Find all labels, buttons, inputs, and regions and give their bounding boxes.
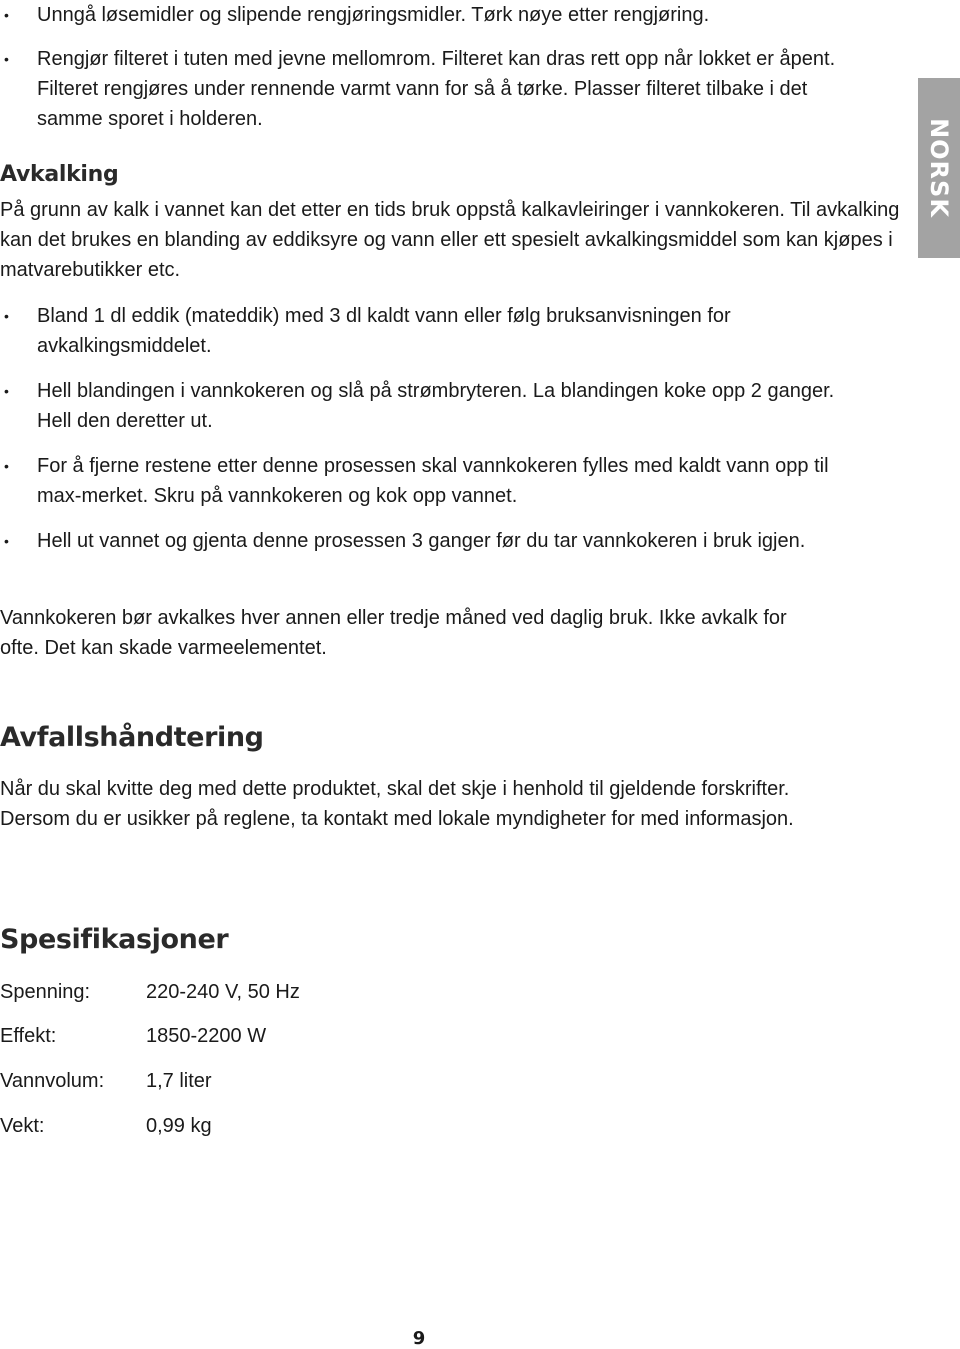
bullet-icon: •	[4, 458, 9, 474]
language-tab	[918, 78, 960, 258]
bullet-icon: •	[4, 308, 9, 324]
list-item-text: For å fjerne restene etter denne prosessen skal vannkokeren fylles med kaldt vann opp til max-merket. Skru på vannkokeren og kok opp vannet.	[37, 455, 829, 507]
avfall-text: Når du skal kvitte deg med dette produktet, skal det skje i henhold til gjeldende forskrifter. Dersom du er usikker på reglene, ta kontakt med lokale myndigheter for med informasjon.	[0, 778, 794, 830]
language-tab-label: NORSK	[925, 118, 953, 218]
list-item	[0, 451, 837, 511]
spec-value: 220-240 V, 50 Hz	[146, 981, 300, 1003]
bullet-icon: •	[4, 7, 9, 23]
spec-label: Vannvolum:	[0, 1070, 105, 1092]
avkalking-intro: På grunn av kalk i vannet kan det etter en tids bruk oppstå kalkavleiringer i vannkokeren. Til avkalking kan det brukes en blanding av eddiksyre og vann eller ett spesielt avkalkingsmiddel som kan kjøpes i matvarebutikker etc.	[0, 199, 900, 281]
avkalking-bullet-list	[0, 301, 837, 556]
list-item	[0, 0, 837, 30]
list-item	[0, 301, 837, 361]
page-number: 9	[412, 1328, 426, 1349]
bullet-icon: •	[4, 383, 9, 399]
avkalking-heading: Avkalking	[0, 162, 119, 187]
spec-label: Effekt:	[0, 1025, 57, 1047]
spec-value: 1850-2200 W	[146, 1025, 267, 1047]
list-item-text: Unngå løsemidler og slipende rengjøringsmidler. Tørk nøye etter rengjøring.	[37, 4, 710, 26]
list-item	[0, 376, 837, 436]
list-item-text: Hell ut vannet og gjenta denne prosessen 3 ganger før du tar vannkokeren i bruk igjen.	[37, 530, 806, 552]
bullet-icon: •	[4, 51, 9, 67]
avfall-heading: Avfallshåndtering	[0, 722, 264, 753]
spec-value: 1,7 liter	[146, 1070, 212, 1092]
spec-value: 0,99 kg	[146, 1115, 212, 1137]
cleaning-bullet-list	[0, 0, 837, 134]
list-item-text: Bland 1 dl eddik (mateddik) med 3 dl kaldt vann eller følg bruksanvisningen for avkalkingsmiddelet.	[37, 305, 731, 357]
spec-label: Vekt:	[0, 1115, 45, 1137]
spec-label: Spenning:	[0, 981, 91, 1003]
list-item	[0, 44, 837, 134]
list-item-text: Rengjør filteret i tuten med jevne mellomrom. Filteret kan dras rett opp når lokket er åpent. Filteret rengjøres under rennende varmt vann for så å tørke. Plasser filteret tilbake i det samme sporet i holderen.	[37, 48, 836, 130]
bullet-icon: •	[4, 533, 9, 549]
specifications-heading: Spesifikasjoner	[0, 924, 229, 955]
list-item-text: Hell blandingen i vannkokeren og slå på strømbryteren. La blandingen koke opp 2 ganger. Hell den deretter ut.	[37, 380, 835, 432]
list-item	[0, 526, 837, 556]
avkalking-outro: Vannkokeren bør avkalkes hver annen eller tredje måned ved daglig bruk. Ikke avkalk for ofte. Det kan skade varmeelementet.	[0, 607, 787, 659]
